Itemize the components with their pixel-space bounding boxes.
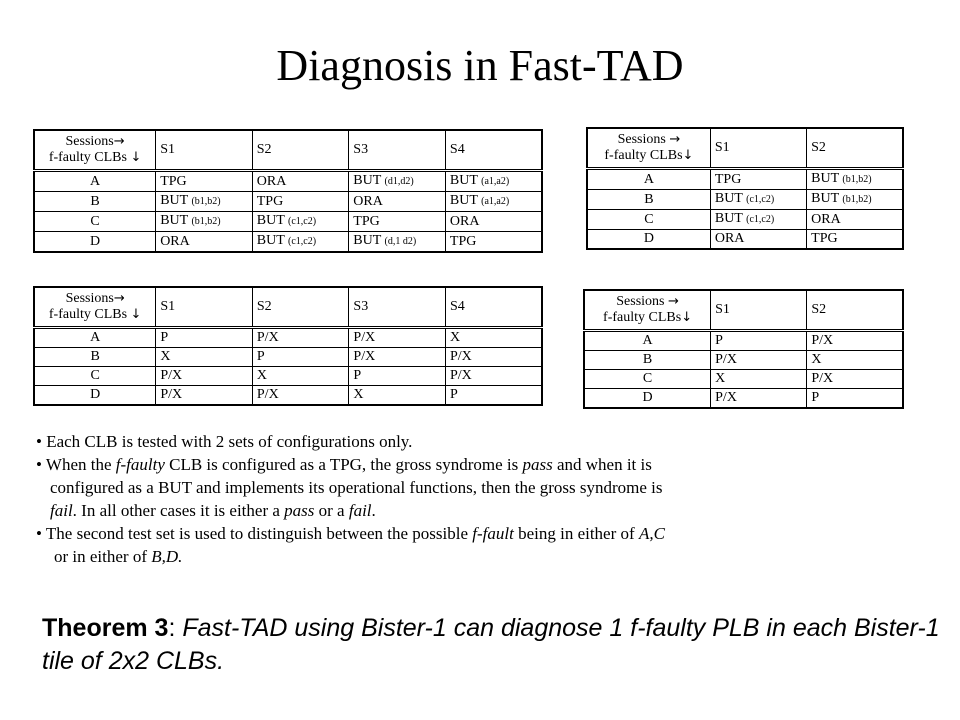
table-cell — [349, 192, 446, 212]
table-cell: X — [445, 328, 542, 348]
cell-value: TPG — [353, 213, 380, 229]
bullet-item: • Each CLB is tested with 2 sets of configurations only. — [36, 432, 413, 451]
table-cell: P/X — [252, 386, 349, 406]
table-cell — [807, 210, 903, 230]
cell-subscript: (d,1 d2) — [384, 236, 417, 247]
cell-value: BUT — [449, 173, 478, 188]
theorem-statement: Theorem 3: Fast-TAD using Bister-1 can diagnose 1 f-faulty PLB in each Bister-1 tile of 2x2 CLBs. — [42, 614, 940, 675]
table-cell — [252, 171, 349, 192]
cell-value: TPG — [714, 171, 742, 187]
table-cell: P/X — [445, 348, 542, 367]
row-label: A — [584, 331, 711, 351]
arrow-right-icon: → — [669, 132, 681, 147]
theorem-body: Fast-TAD using Bister-1 can diagnose 1 f-faulty PLB in each Bister-1 tile of 2x2 CLBs. — [42, 614, 940, 675]
table-row — [34, 348, 542, 367]
table-row — [34, 367, 542, 386]
table-cell — [807, 230, 903, 250]
arrow-right-icon: → — [113, 134, 125, 149]
row-label: A — [587, 169, 710, 190]
cell-value: ORA — [353, 193, 383, 209]
cell-value: TPG — [811, 231, 838, 246]
column-header: S1 — [156, 130, 253, 171]
cell-value: BUT — [353, 173, 382, 188]
table-cell: X — [252, 367, 349, 386]
table-row — [587, 230, 903, 250]
cell-value: TPG — [256, 193, 284, 209]
table-cell: P/X — [156, 367, 253, 386]
table-cell — [349, 171, 446, 192]
table-cell: P/X — [807, 331, 903, 351]
table-row — [34, 328, 542, 348]
table-cell: P — [445, 386, 542, 406]
arrow-down-icon: ↓ — [682, 148, 694, 163]
table-row — [34, 386, 542, 406]
row-label: C — [584, 370, 711, 389]
table-row — [584, 331, 903, 351]
cell-value: ORA — [256, 173, 287, 189]
table-cell: P/X — [445, 367, 542, 386]
table-cell — [807, 190, 903, 210]
table-cell: P/X — [349, 328, 446, 348]
column-header: S2 — [807, 128, 903, 169]
cell-value: BUT — [811, 191, 839, 206]
row-label: C — [587, 210, 710, 230]
table-cell: P/X — [349, 348, 446, 367]
cell-value: ORA — [811, 211, 841, 227]
cell-subscript: (c1,c2) — [746, 214, 775, 225]
cell-subscript: (b1,b2) — [191, 216, 221, 227]
table-row — [587, 210, 903, 230]
cell-value: BUT — [160, 213, 188, 228]
syndrome-table-2-sessions — [583, 289, 904, 409]
cell-value: BUT — [714, 211, 743, 226]
cell-subscript: (b1,b2) — [191, 196, 221, 207]
table-cell — [156, 171, 253, 192]
table-cell — [710, 190, 806, 210]
table-cell: P/X — [252, 328, 349, 348]
table-cell — [156, 232, 253, 253]
table-row — [584, 351, 903, 370]
table-cell: X — [807, 351, 903, 370]
cell-subscript: (b1,b2) — [842, 174, 872, 185]
row-label: B — [584, 351, 711, 370]
table-cell: P/X — [711, 351, 807, 370]
bullet-continuation: configured as a BUT and implements its operational functions, then the gross syndrome is — [50, 478, 663, 497]
row-label: B — [34, 192, 156, 212]
bullet-continuation: fail. In all other cases it is either a pass or a fail. — [50, 501, 376, 520]
arrow-right-icon: → — [113, 291, 125, 306]
table-cell — [252, 212, 349, 232]
header-corner: Sessions → f-faulty CLBs↓ — [584, 290, 711, 331]
table-cell: X — [156, 348, 253, 367]
column-header: S3 — [349, 130, 446, 171]
cell-value: BUT — [160, 193, 188, 208]
row-label: C — [34, 212, 156, 232]
table-row — [587, 190, 903, 210]
table-cell: P — [349, 367, 446, 386]
row-label: D — [587, 230, 710, 250]
row-label: D — [34, 232, 156, 253]
column-header: S2 — [252, 287, 349, 328]
bullet-item: • The second test set is used to distinguish between the possible f-fault being in either of A,C — [36, 524, 665, 543]
table-cell — [156, 192, 253, 212]
bullet-list — [36, 430, 936, 568]
cell-value: TPG — [449, 233, 477, 249]
slide-title: Diagnosis in Fast-TAD — [276, 41, 684, 90]
header-corner: Sessions→ f-faulty CLBs ↓ — [34, 287, 156, 328]
column-header: S1 — [711, 290, 807, 331]
table-header-row — [587, 128, 903, 169]
cell-value: BUT — [353, 233, 382, 248]
theorem-label: Theorem 3 — [42, 614, 169, 642]
table-cell — [807, 169, 903, 190]
table-cell — [710, 230, 806, 250]
table-row — [587, 169, 903, 190]
cell-subscript: (c1,c2) — [746, 194, 775, 205]
column-header: S3 — [349, 287, 446, 328]
syndrome-table-4-sessions — [33, 286, 543, 406]
header-corner: Sessions → f-faulty CLBs↓ — [587, 128, 710, 169]
table-row — [34, 171, 542, 192]
cell-subscript: (b1,b2) — [842, 194, 872, 205]
column-header: S1 — [156, 287, 253, 328]
cell-value: ORA — [714, 231, 745, 246]
table-cell — [710, 210, 806, 230]
table-cell — [252, 192, 349, 212]
table-cell: P — [252, 348, 349, 367]
arrow-right-icon: → — [667, 294, 679, 309]
table-cell — [445, 232, 542, 253]
table-row — [34, 192, 542, 212]
arrow-down-icon: ↓ — [681, 310, 693, 325]
table-cell — [156, 212, 253, 232]
config-table-2-sessions — [586, 127, 904, 250]
table-cell: P/X — [711, 389, 807, 409]
column-header: S2 — [807, 290, 903, 331]
cell-value: TPG — [160, 173, 187, 189]
cell-value: BUT — [714, 191, 743, 206]
table-cell — [710, 169, 806, 190]
cell-subscript: (d1,d2) — [384, 176, 414, 187]
table-header-row — [584, 290, 903, 331]
cell-value: BUT — [256, 233, 285, 248]
column-header: S1 — [710, 128, 806, 169]
table-cell: P/X — [156, 386, 253, 406]
table-cell — [349, 212, 446, 232]
cell-subscript: (a1,a2) — [481, 196, 510, 207]
table-cell: P/X — [807, 370, 903, 389]
column-header: S4 — [445, 287, 542, 328]
row-label: D — [34, 386, 156, 406]
table-cell: X — [349, 386, 446, 406]
config-table-4-sessions — [33, 129, 543, 253]
cell-subscript: (a1,a2) — [481, 176, 510, 187]
table-cell — [252, 232, 349, 253]
table-cell — [445, 212, 542, 232]
row-label: B — [587, 190, 710, 210]
table-header-row — [34, 130, 542, 171]
table-cell — [445, 171, 542, 192]
table-cell: P — [711, 331, 807, 351]
column-header: S4 — [445, 130, 542, 171]
table-cell: X — [711, 370, 807, 389]
cell-subscript: (c1,c2) — [288, 236, 317, 247]
bullet-continuation: or in either of B,D. — [54, 547, 183, 566]
bullet-item: • When the f-faulty CLB is configured as a TPG, the gross syndrome is pass and when it is — [36, 455, 652, 474]
cell-value: BUT — [449, 193, 478, 208]
row-label: A — [34, 171, 156, 192]
cell-value: BUT — [256, 213, 285, 228]
table-header-row — [34, 287, 542, 328]
cell-value: ORA — [160, 233, 190, 249]
row-label: A — [34, 328, 156, 348]
cell-subscript: (c1,c2) — [288, 216, 317, 227]
table-row — [34, 212, 542, 232]
cell-value: ORA — [449, 213, 480, 229]
column-header: S2 — [252, 130, 349, 171]
table-row — [584, 389, 903, 409]
header-corner: Sessions→ f-faulty CLBs ↓ — [34, 130, 156, 171]
table-cell — [349, 232, 446, 253]
table-cell: P — [156, 328, 253, 348]
arrow-down-icon: ↓ — [130, 307, 142, 322]
row-label: C — [34, 367, 156, 386]
table-cell — [445, 192, 542, 212]
row-label: D — [584, 389, 711, 409]
table-row — [584, 370, 903, 389]
table-cell: P — [807, 389, 903, 409]
cell-value: BUT — [811, 171, 839, 186]
arrow-down-icon: ↓ — [130, 150, 142, 165]
row-label: B — [34, 348, 156, 367]
table-row — [34, 232, 542, 253]
